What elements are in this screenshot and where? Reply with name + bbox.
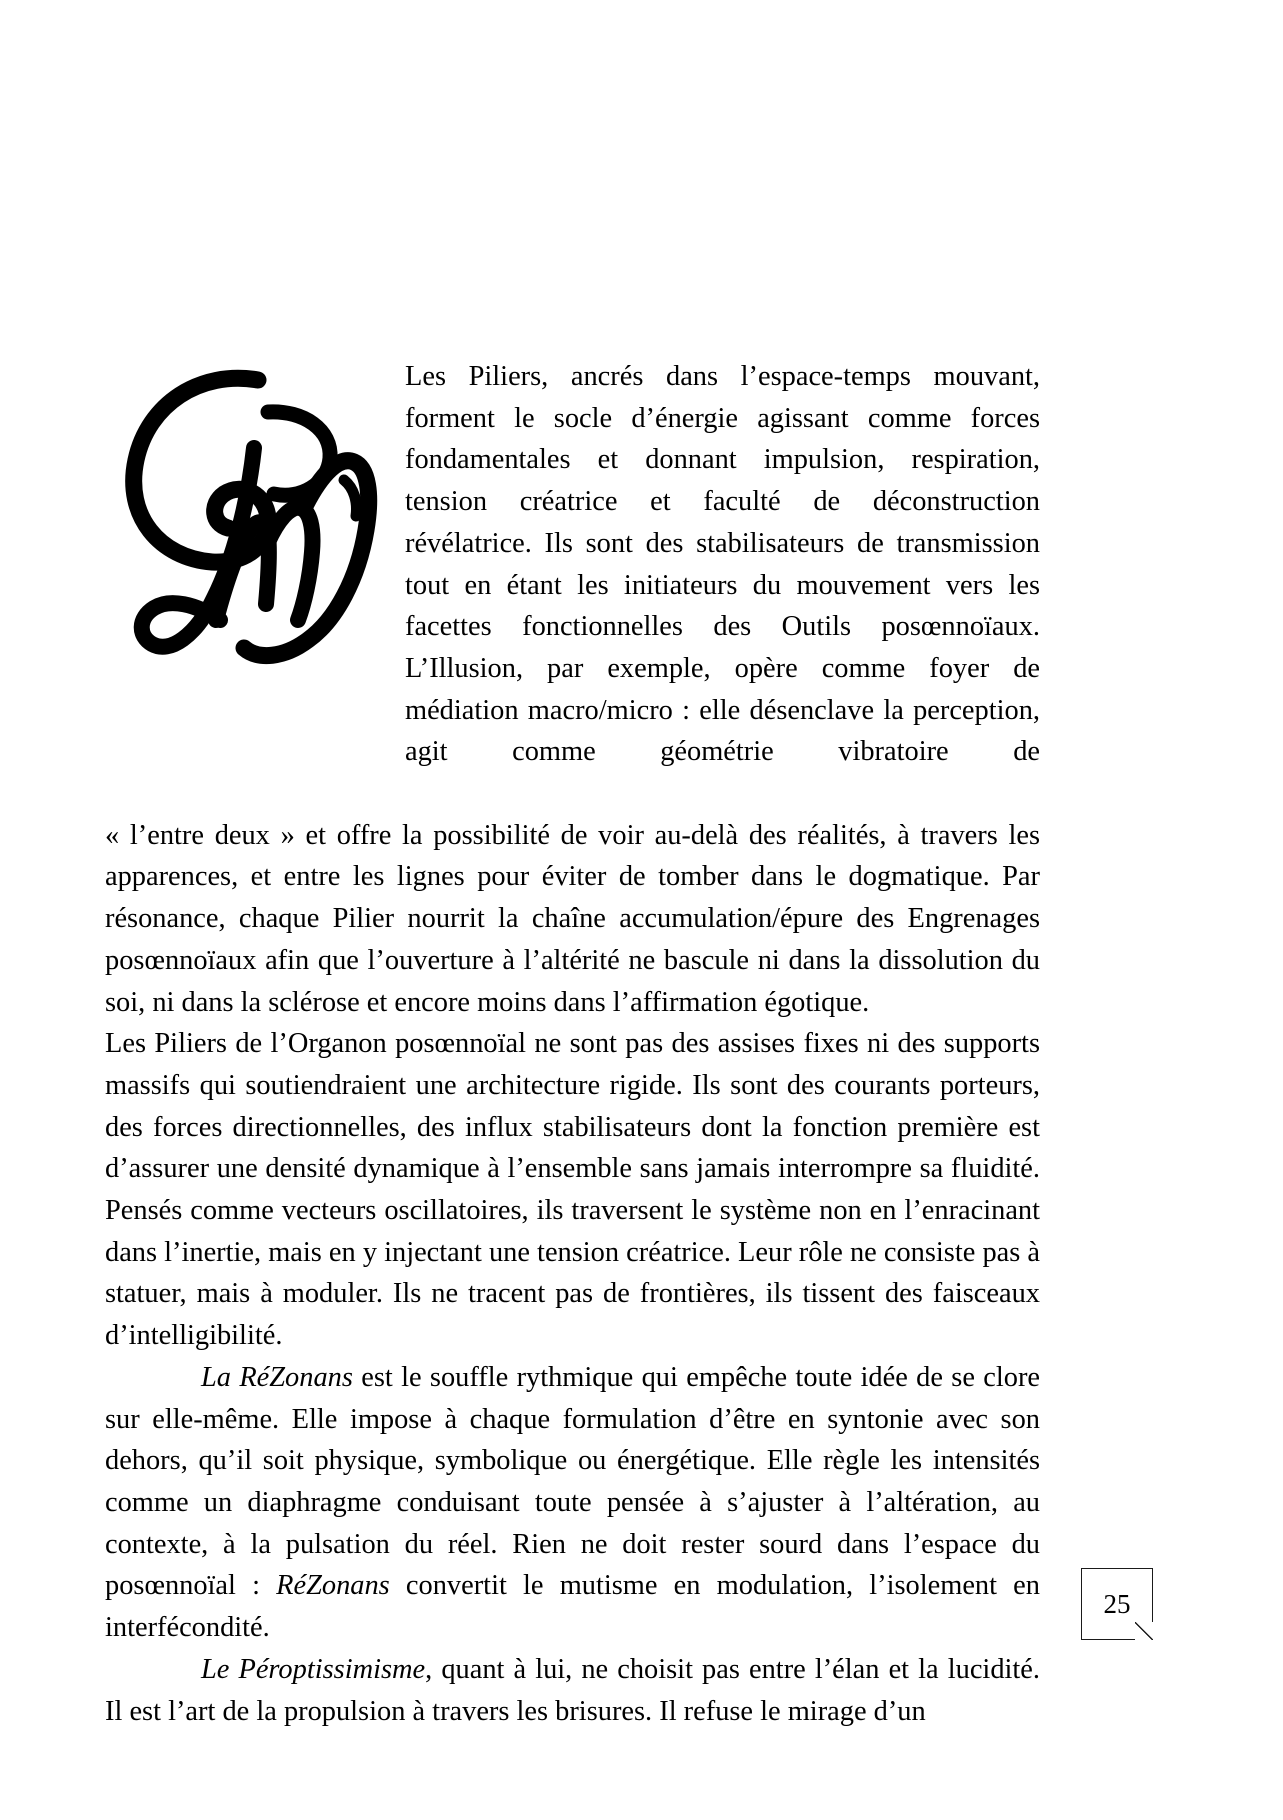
paragraph-peroptissimisme — [105, 1649, 1040, 1732]
paragraph-rezonans — [105, 1357, 1040, 1649]
page-number-badge — [1081, 1568, 1153, 1640]
term-le-peroptissimisme: Le Péroptissimisme — [201, 1653, 426, 1685]
term-la-rezonans: La RéZonans — [201, 1361, 353, 1393]
page-corner-fold-icon — [1135, 1622, 1154, 1641]
page-number-label: 25 — [1103, 1588, 1131, 1619]
paragraph-organon: Les Piliers de l’Organon posœnnoïal ne sont pas des assises fixes ni des supports massifs qui soutiendraient une architecture rigide. Ils sont des courants porteurs, des forces directionnelles, des influx stabilisateurs dont la fonction première est d’assurer une densité dynamique à l’ensemble sans jamais interrompre sa fluidité. Pensés comme vecteurs oscillatoires, ils traversent le système non en l’enracinant dans l’inertie, mais en y injectant une tension créatrice. Leur rôle ne consiste pas à statuer, mais à moduler. Ils ne tracent pas de frontières, ils tissent des faisceaux d’intelligibilité. — [105, 1028, 1040, 1352]
paragraph-peroptissimisme-body: , quant à lui, ne choisit pas entre l’élan et la lucidité. Il est l’art de la propulsion à travers les brisures. Il refuse le mirage d’un — [105, 1653, 1040, 1727]
paragraph-pillars-intro: Les Piliers, ancrés dans l’espace-temps mouvant, forment le socle d’énergie agissant comme forces fondamentales et donnant impulsion, respiration, tension créatrice et faculté de déconstruction révélatrice. Ils sont des stabilisateurs de transmission tout en étant les initiateurs du mouvement vers les facettes fonctionnelles des Outils posœnnoïaux. L’Illusion, par exemple, opère comme foyer de médiation macro/micro : elle désenclave la perception, agit comme géométrie vibratoire de — [405, 361, 1040, 768]
paragraph-rezonans-tail: convertit le mutisme en modulation, l’isolement en interfécondité. — [105, 1570, 1040, 1644]
paragraph-rezonans-body: est le souffle rythmique qui empêche toute idée de se clore sur elle-même. Elle impose à chaque formulation d’être en syntonie avec son dehors, qu’il soit physique, symbolique ou énergétique. Elle règle les intensités comme un diaphragme conduisant toute pensée à s’ajuster à l’altération, au contexte, à la pulsation du réel. Rien ne doit rester sourd dans l’espace du posœnnoïal : — [105, 1361, 1040, 1602]
paragraph-pillars-continued: « l’entre deux » et offre la possibilité de voir au-delà des réalités, à travers les apparences, et entre les lignes pour éviter de tomber dans le dogmatique. Par résonance, chaque Pilier nourrit la chaîne accumulation/épure des Engrenages posœnnoïaux afin que l’ouverture à l’altérité ne bascule ni dans la dissolution du soi, ni dans la sclérose et encore moins dans l’affirmation égotique. — [105, 819, 1040, 1018]
term-rezonans: RéZonans — [276, 1570, 390, 1602]
body-text-container — [105, 356, 1040, 1732]
